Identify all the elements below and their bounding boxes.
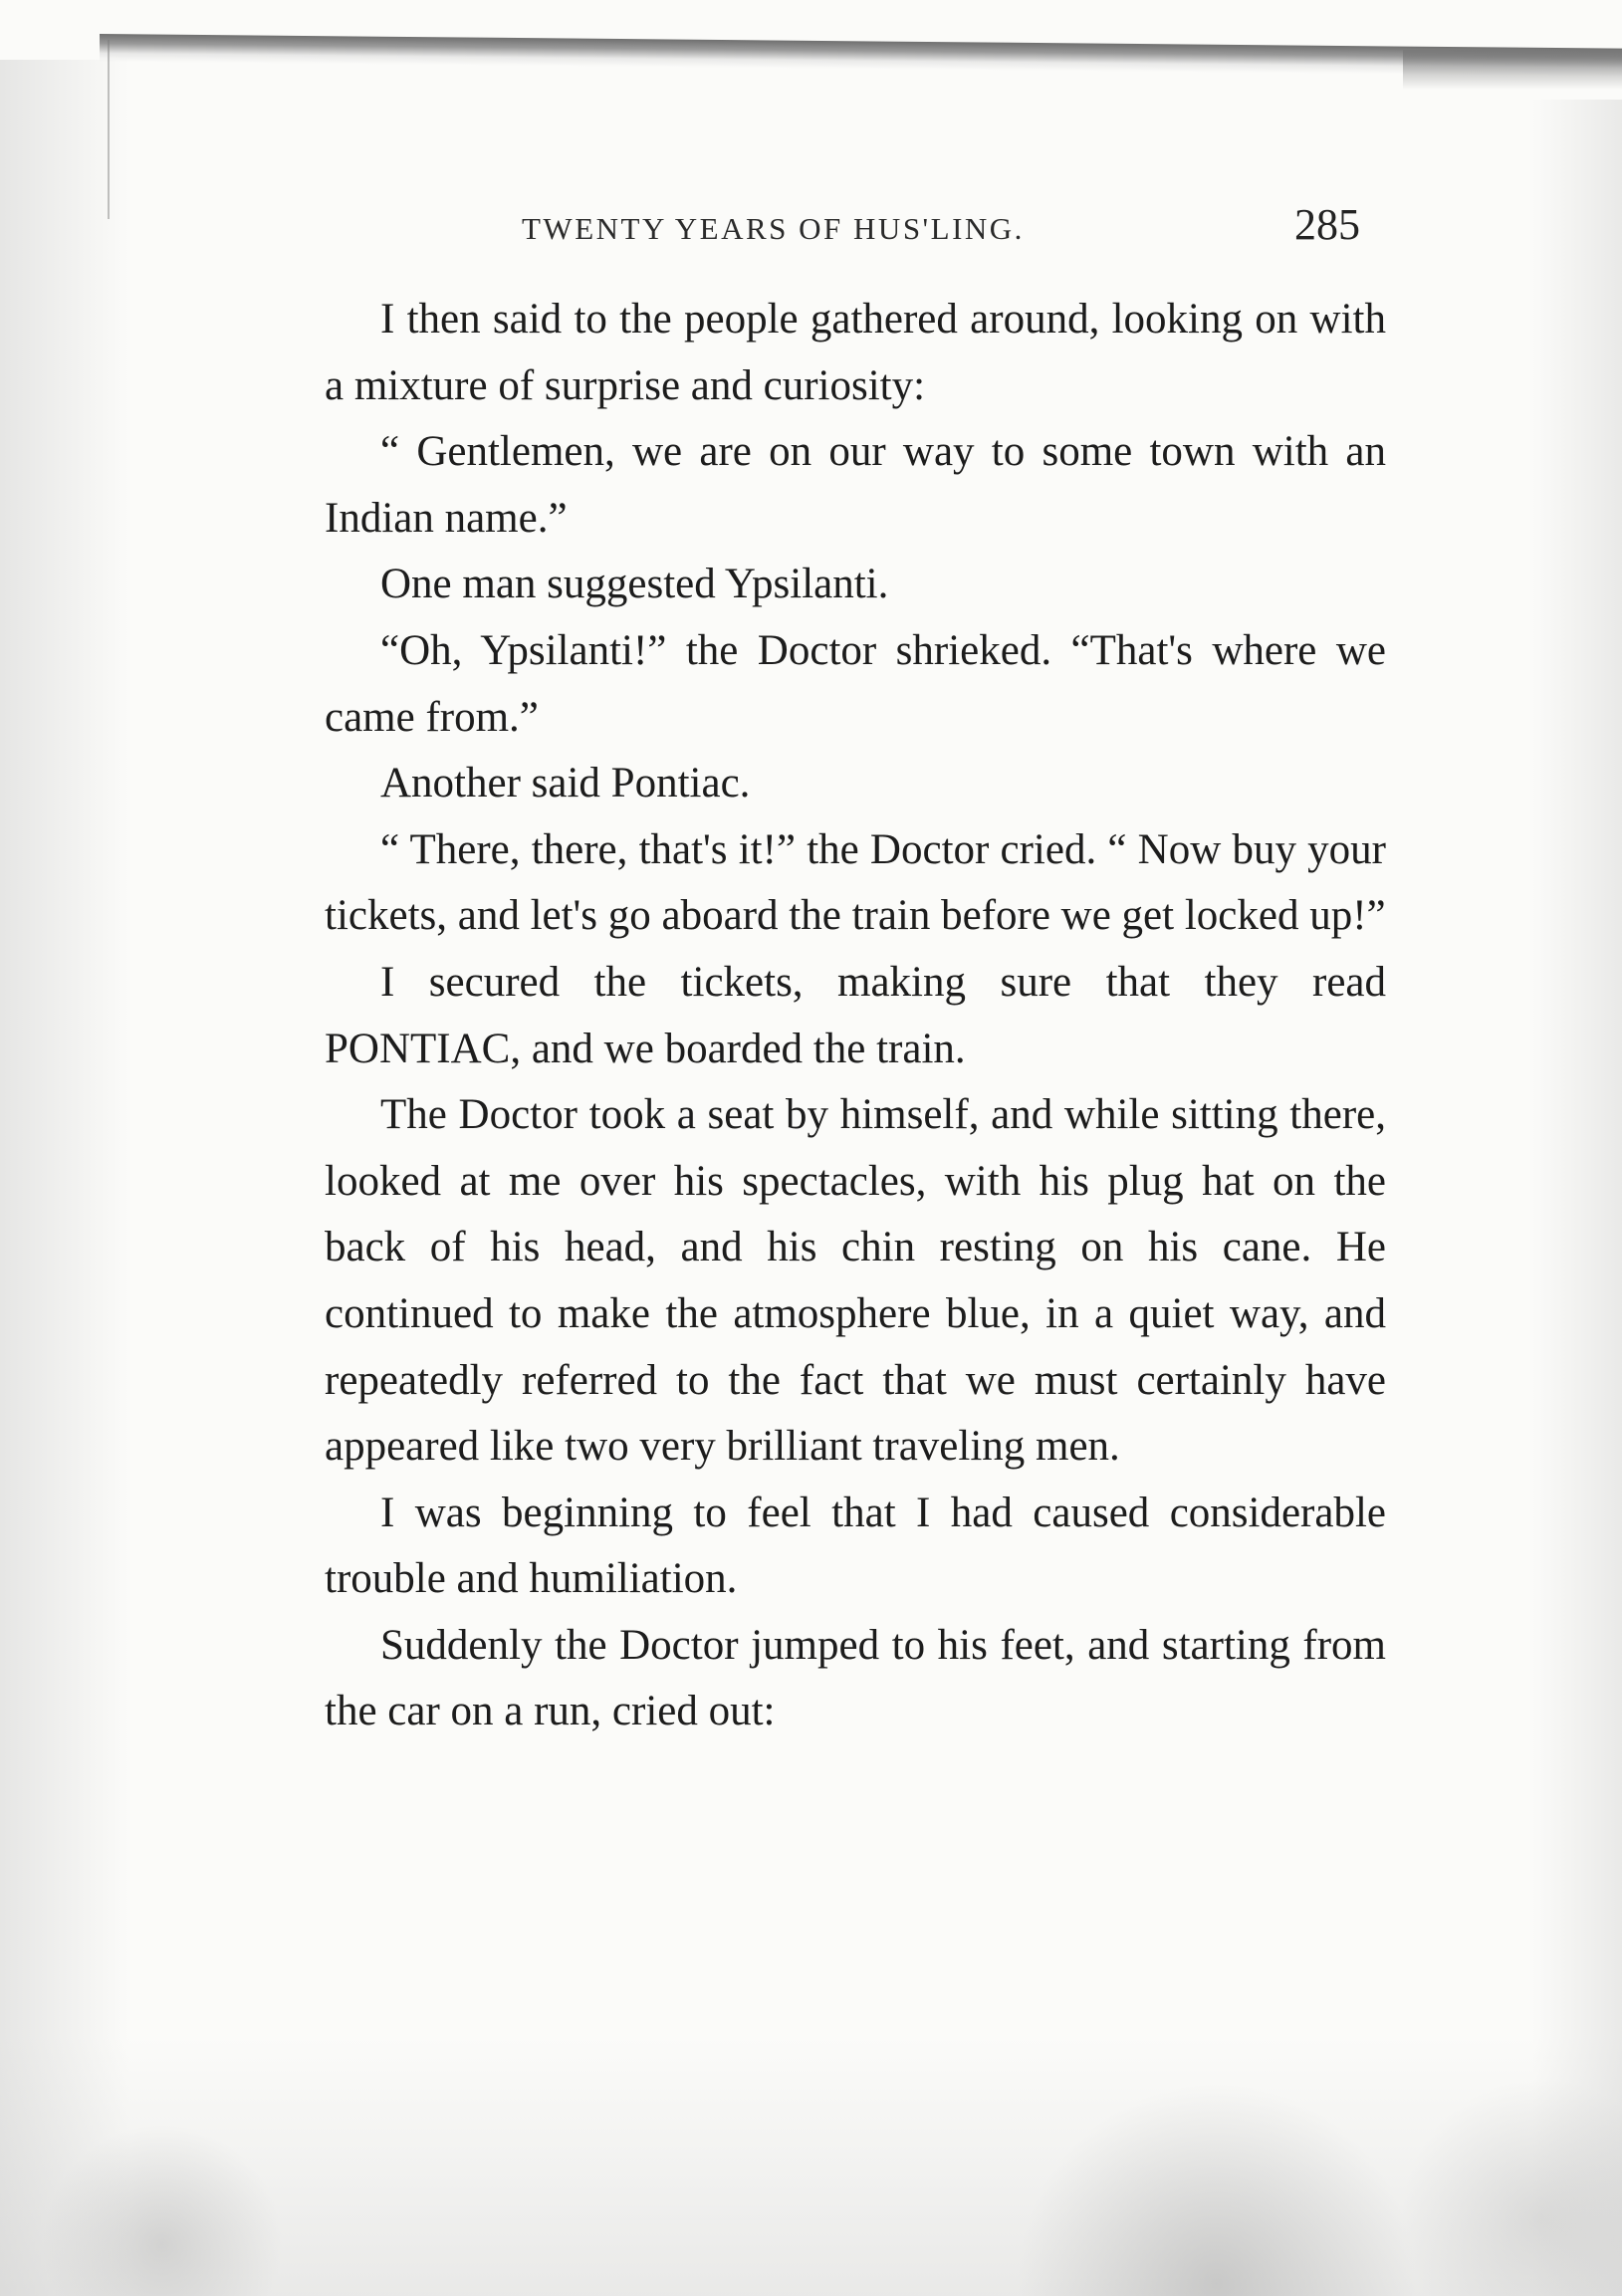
running-head: [329, 199, 1384, 259]
paragraph: Suddenly the Doctor jumped to his feet, and starting from the car on a run, cried out:: [325, 1621, 1386, 1735]
paragraph: “ There, there, that's it!” the Doctor cried. “ Now buy your tickets, and let's go aboard the train before we get locked up!”: [325, 825, 1386, 940]
scan-left-shadow: [0, 60, 129, 2296]
body-text: [325, 287, 1386, 1745]
running-title: TWENTY YEARS OF HUS'LING.: [522, 211, 1025, 246]
scan-bottom-noise: [0, 2037, 1622, 2296]
scan-left-rule: [108, 40, 110, 219]
paragraph: I secured the tickets, making sure that they read PONTIAC, and we boarded the train.: [325, 958, 1386, 1072]
paragraph: Another said Pontiac.: [380, 760, 751, 807]
paragraph: I was beginning to feel that I had caused considerable trouble and humiliation.: [325, 1489, 1386, 1603]
paragraph: I then said to the people gathered around, looking on with a mixture of surprise and curiosity:: [325, 296, 1386, 409]
scan-top-edge-right: [1403, 50, 1622, 90]
paragraph: One man suggested Ypsilanti.: [380, 561, 889, 608]
paragraph: “ Gentlemen, we are on our way to some town with an Indian name.”: [325, 428, 1386, 542]
page-number: 285: [1294, 200, 1360, 249]
scan-right-shadow: [1532, 100, 1622, 2296]
scan-top-edge: [100, 34, 1622, 77]
paragraph: “Oh, Ypsilanti!” the Doctor shrieked. “That's where we came from.”: [325, 626, 1386, 741]
paragraph: The Doctor took a seat by himself, and while sitting there, looked at me over his spectacles, with his plug hat on the back of his head, and his chin resting on his cane. He continued to make the atmosphere blue, in a quiet way, and repeatedly referred to the fact that we must certainly have appeared like two very brilliant traveling men.: [325, 1091, 1386, 1471]
